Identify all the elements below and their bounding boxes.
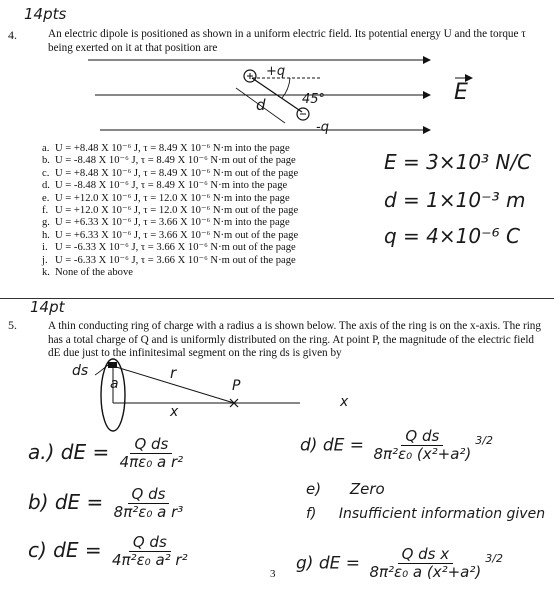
choice-label: e) (306, 480, 322, 498)
choice-fraction (116, 436, 188, 471)
choice-b[interactable] (28, 486, 187, 521)
angle-label: 45° (302, 92, 326, 107)
option-letter: a. (42, 143, 50, 154)
axis-label: x (340, 394, 349, 410)
choice-lhs: dE = (53, 538, 102, 562)
option-letter: k. (42, 267, 50, 279)
choice-lhs: dE = (318, 553, 361, 574)
choice-fraction (369, 428, 475, 463)
option-letter: c. (42, 167, 50, 179)
choice-label: d) (300, 435, 318, 456)
choice-numerator: Q ds (129, 534, 171, 552)
note-separation: d = 1×10⁻³ m (384, 188, 526, 212)
field-label: E (454, 80, 468, 105)
option-text: U = -8.48 X 10⁻⁶ J, τ = 8.49 X 10⁻⁶ N·m into the page (55, 180, 288, 192)
option-text: U = +8.48 X 10⁻⁶ J, τ = 8.49 X 10⁻⁶ N·m into the page (55, 143, 290, 154)
choice-denominator: 4πε₀ a r² (119, 453, 184, 471)
choice-denominator: 4π²ε₀ a² r² (111, 551, 188, 569)
x-distance-label: x (170, 404, 179, 420)
note-field-strength: E = 3×10³ N/C (384, 150, 532, 174)
choice-label: a.) (28, 440, 55, 464)
option-letter: d. (42, 180, 50, 192)
choice-lhs: dE = (322, 435, 365, 456)
option-text: U = -6.33 X 10⁻⁶ J, τ = 3.66 X 10⁻⁶ N·m out of the page (55, 242, 296, 254)
choice-numerator: Q ds x (398, 546, 454, 564)
option-letter: g. (42, 217, 50, 229)
note-charge: q = 4×10⁻⁶ C (384, 224, 520, 248)
q5-points: 14pt (30, 298, 65, 316)
choice-text: Insufficient information given (338, 506, 546, 522)
a-label: a (110, 376, 119, 392)
option-text: U = -8.48 X 10⁻⁶ J, τ = 8.49 X 10⁻⁶ N·m out of the page (55, 155, 296, 167)
choice-a[interactable] (28, 436, 187, 471)
choice-label: g) (296, 553, 314, 574)
choice-denominator: 8π²ε₀ a (x²+a²) (369, 563, 482, 581)
q5-question-text: A thin conducting ring of charge with a radius a is shown below. The axis of the ring is on the x-axis. The ring has a total charge of Q and is uniformly distributed on the ring. At point P, the magnitude of the electric field dE due just to the infinitesimal segment on the ring ds is given by (48, 320, 541, 360)
ds-pointer (95, 365, 108, 375)
choice-d[interactable] (300, 428, 493, 463)
choice-g[interactable] (296, 546, 503, 581)
choice-label: c) (28, 538, 47, 562)
point-p-label: P (232, 378, 241, 394)
option-letter: i. (42, 242, 48, 254)
option-text: None of the above (55, 267, 133, 279)
minus-charge-label: -q (316, 120, 329, 135)
choice-exponent: 3/2 (475, 433, 493, 447)
option-letter: b. (42, 155, 50, 167)
choice-e[interactable] (306, 480, 385, 498)
choice-label: f) (306, 506, 317, 522)
plus-charge-label: +q (266, 64, 286, 79)
option-text: U = +6.33 X 10⁻⁶ J, τ = 3.66 X 10⁻⁶ N·m out of the page (55, 229, 299, 241)
choice-numerator: Q ds (401, 428, 443, 446)
choice-c[interactable] (28, 534, 192, 569)
ds-label: ds (72, 363, 89, 379)
choice-numerator: Q ds (130, 436, 172, 454)
option-text: U = +6.33 X 10⁻⁶ J, τ = 3.66 X 10⁻⁶ N·m into the page (55, 217, 290, 229)
dipole-length-label: d (256, 96, 266, 114)
q5-number: 5. (8, 318, 17, 332)
option-text: U = +12.0 X 10⁻⁶ J, τ = 12.0 X 10⁻⁶ N·m out of the page (55, 205, 299, 217)
ds-segment (108, 362, 117, 368)
choice-text: Zero (349, 480, 385, 498)
option-letter: j. (42, 254, 48, 266)
choice-exponent: 3/2 (485, 551, 503, 565)
choice-fraction (108, 534, 192, 569)
page-number: 3 (270, 568, 276, 580)
q4-number: 4. (8, 28, 17, 42)
option-text: U = +8.48 X 10⁻⁶ J, τ = 8.49 X 10⁻⁶ N·m out of the page (55, 167, 299, 179)
choice-lhs: dE = (60, 440, 110, 464)
choice-numerator: Q ds (128, 486, 170, 504)
choice-fraction (110, 486, 188, 521)
choice-denominator: 8π²ε₀ a r³ (113, 503, 184, 521)
q4-points: 14pts (24, 5, 67, 23)
q4-question-text: An electric dipole is positioned as shown in a uniform electric field. Its potential energy U and the torque τ being exerted on it at that position are (48, 28, 526, 54)
option-letter: e. (42, 192, 50, 204)
option-text: U = +12.0 X 10⁻⁶ J, τ = 12.0 X 10⁻⁶ N·m into the page (55, 192, 290, 204)
option-letter: f. (42, 205, 49, 217)
choice-lhs: dE = (54, 490, 104, 514)
option-letter: h. (42, 229, 50, 241)
choice-label: b) (28, 490, 49, 514)
choice-f[interactable] (306, 506, 546, 522)
r-label: r (170, 364, 177, 382)
choice-denominator: 8π²ε₀ (x²+a²) (373, 445, 472, 463)
choice-fraction (365, 546, 485, 581)
option-text: U = -6.33 X 10⁻⁶ J, τ = 3.66 X 10⁻⁶ N·m out of the page (55, 254, 296, 266)
